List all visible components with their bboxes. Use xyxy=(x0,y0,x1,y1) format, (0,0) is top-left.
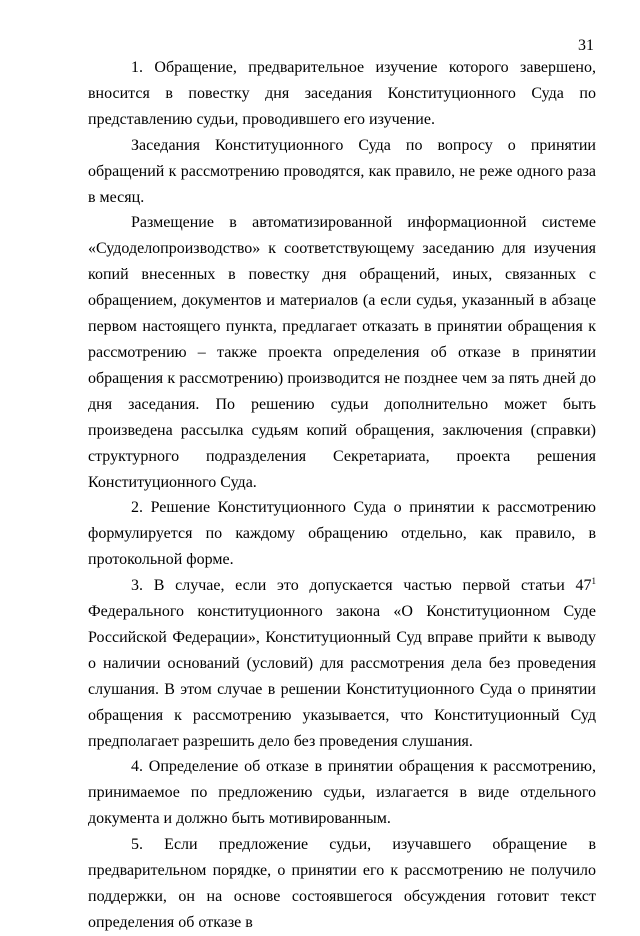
paragraph-2: Заседания Конституционного Суда по вопросу о принятии обращений к рассмотрению проводятся, как правило, не реже одного раза в месяц. xyxy=(88,136,596,206)
article-superscript: 1 xyxy=(591,576,596,587)
paragraph-1: 1. Обращение, предварительное изучение которого завершено, вносится в повестку дня заседания Конституционного Суда по представлению судьи, проводившего его изучение. xyxy=(88,59,596,128)
paragraph-7: 5. Если предложение судьи, изучавшего обращение в предварительном порядке, о принятии его к рассмотрению не получило поддержки, он на основе состоявшегося обсуждения готовит текст определения об отказе в xyxy=(88,836,596,931)
paragraph-6: 4. Определение об отказе в принятии обращения к рассмотрению, принимаемое по предложению судьи, излагается в виде отдельного документа и должно быть мотивированным. xyxy=(88,758,596,828)
paragraph-5-lead: 3. В случае, если это допускается частью первой статьи 47 xyxy=(131,577,592,595)
paragraph-4: 2. Решение Конституционного Суда о принятии к рассмотрению формулируется по каждому обращению отдельно, как правило, в протокольной форме. xyxy=(88,499,596,569)
paragraph-5 xyxy=(88,573,596,754)
paragraph-5-rest: Федерального конституционного закона «О Конституционном Суде Российской Федерации», Конституционный Суд вправе прийти к выводу о наличии оснований (условий) для рассмотрения дела без проведения слушания. В этом случае в решении Конституционного Суда о принятии обращения к рассмотрению указывается, что Конституционный Суд предполагает разрешить дело без проведения слушания. xyxy=(88,603,596,750)
document-body xyxy=(88,55,596,936)
paragraph-3: Размещение в автоматизированной информационной системе «Судоделопроизводство» к соответствующему заседанию для изучения копий внесенных в повестку дня обращений, иных, связанных с обращением, документов и материалов (а если судья, указанный в абзаце первом настоящего пункта, предлагает отказать в принятии обращения к рассмотрению – также проекта определения об отказе в принятии обращения к рассмотрению) производится не позднее чем за пять дней до дня заседания. По решению судьи дополнительно может быть произведена рассылка судьям копий обращения, заключения (справки) структурного подразделения Секретариата, проекта решения Конституционного Суда. xyxy=(88,214,596,491)
page-number: 31 xyxy=(578,37,594,54)
